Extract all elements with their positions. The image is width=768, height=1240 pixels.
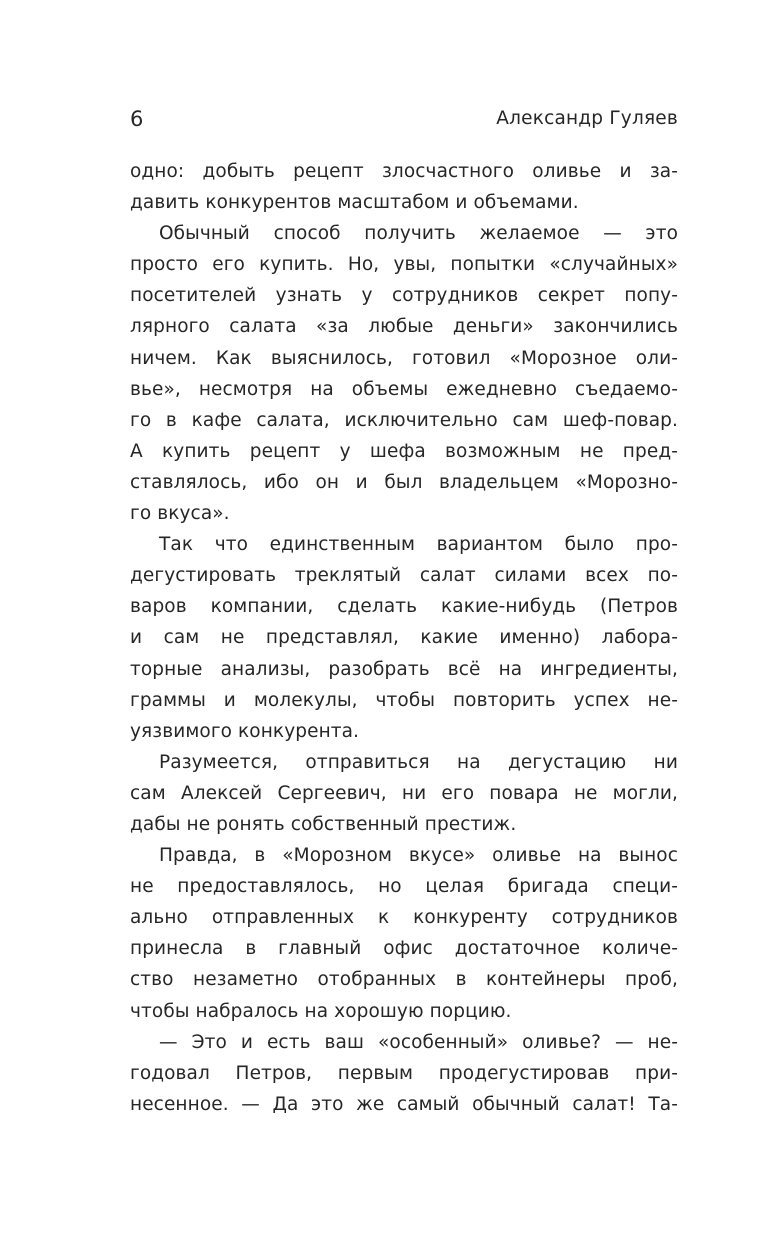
text-line: граммы и молекулы, чтобы повторить успех не- xyxy=(130,689,678,711)
text-line: торные анализы, разобрать всё на ингредиенты, xyxy=(130,658,678,680)
paragraph-first-line: Разумеется, отправиться на дегустацию ни xyxy=(159,751,678,773)
text-line: го вкуса». xyxy=(130,503,230,525)
text-line: ничем. Как выяснилось, готовил «Морозное оли- xyxy=(130,347,678,369)
paragraph-first-line: Так что единственным вариантом было про- xyxy=(159,534,678,556)
text-line: ально отправленных к конкуренту сотрудников xyxy=(130,907,678,929)
text-line: одно: добыть рецепт злосчастного оливье и за- xyxy=(130,161,678,182)
text-line: сам Алексей Сергеевич, ни его повара не могли, xyxy=(130,782,678,804)
text-line: годовал Петров, первым продегустировав при- xyxy=(130,1062,678,1084)
text-line: дегустировать треклятый салат силами всех по- xyxy=(130,565,678,587)
text-line: и сам не представлял, какие именно) лабора- xyxy=(130,627,678,649)
text-line: уязвимого конкурента. xyxy=(130,720,360,742)
text-line: давить конкурентов масштабом и объемами. xyxy=(130,192,579,214)
text-line: лярного салата «за любые деньги» закончились xyxy=(130,316,678,338)
text-line: варов компании, сделать какие-нибудь (Петров xyxy=(130,596,678,618)
paragraph-first-line: — Это и есть ваш «особенный» оливье? — не- xyxy=(159,1031,678,1053)
text-line: дабы не ронять собственный престиж. xyxy=(130,813,517,835)
page-header xyxy=(130,104,678,134)
text-line: ство незаметно отобранных в контейнеры проб, xyxy=(130,969,678,991)
text-line: не предоставлялось, но целая бригада специ- xyxy=(130,876,678,898)
paragraph-first-line: Правда, в «Морозном вкусе» оливье на вынос xyxy=(159,845,678,867)
text-line: ставлялось, ибо он и был владельцем «Морозно- xyxy=(130,471,678,493)
page-number: 6 xyxy=(130,107,144,131)
text-line: вье», несмотря на объемы ежедневно съедаемо- xyxy=(130,378,678,400)
running-head-author: Александр Гуляев xyxy=(496,108,678,129)
text-line: посетителей узнать у сотрудников секрет попу- xyxy=(130,285,678,307)
text-line: несенное. — Да это же самый обычный салат! Та- xyxy=(130,1093,678,1115)
text-line: просто его купить. Но, увы, попытки «случайных» xyxy=(130,254,678,276)
text-line: А купить рецепт у шефа возможным не пред- xyxy=(130,440,678,462)
body-text xyxy=(130,156,678,1120)
text-line: го в кафе салата, исключительно сам шеф-повар. xyxy=(130,409,678,431)
text-line: принесла в главный офис достаточное количе- xyxy=(130,938,678,960)
paragraph-first-line: Обычный способ получить желаемое — это xyxy=(159,223,678,245)
text-line: чтобы набралось на хорошую порцию. xyxy=(130,1000,512,1022)
